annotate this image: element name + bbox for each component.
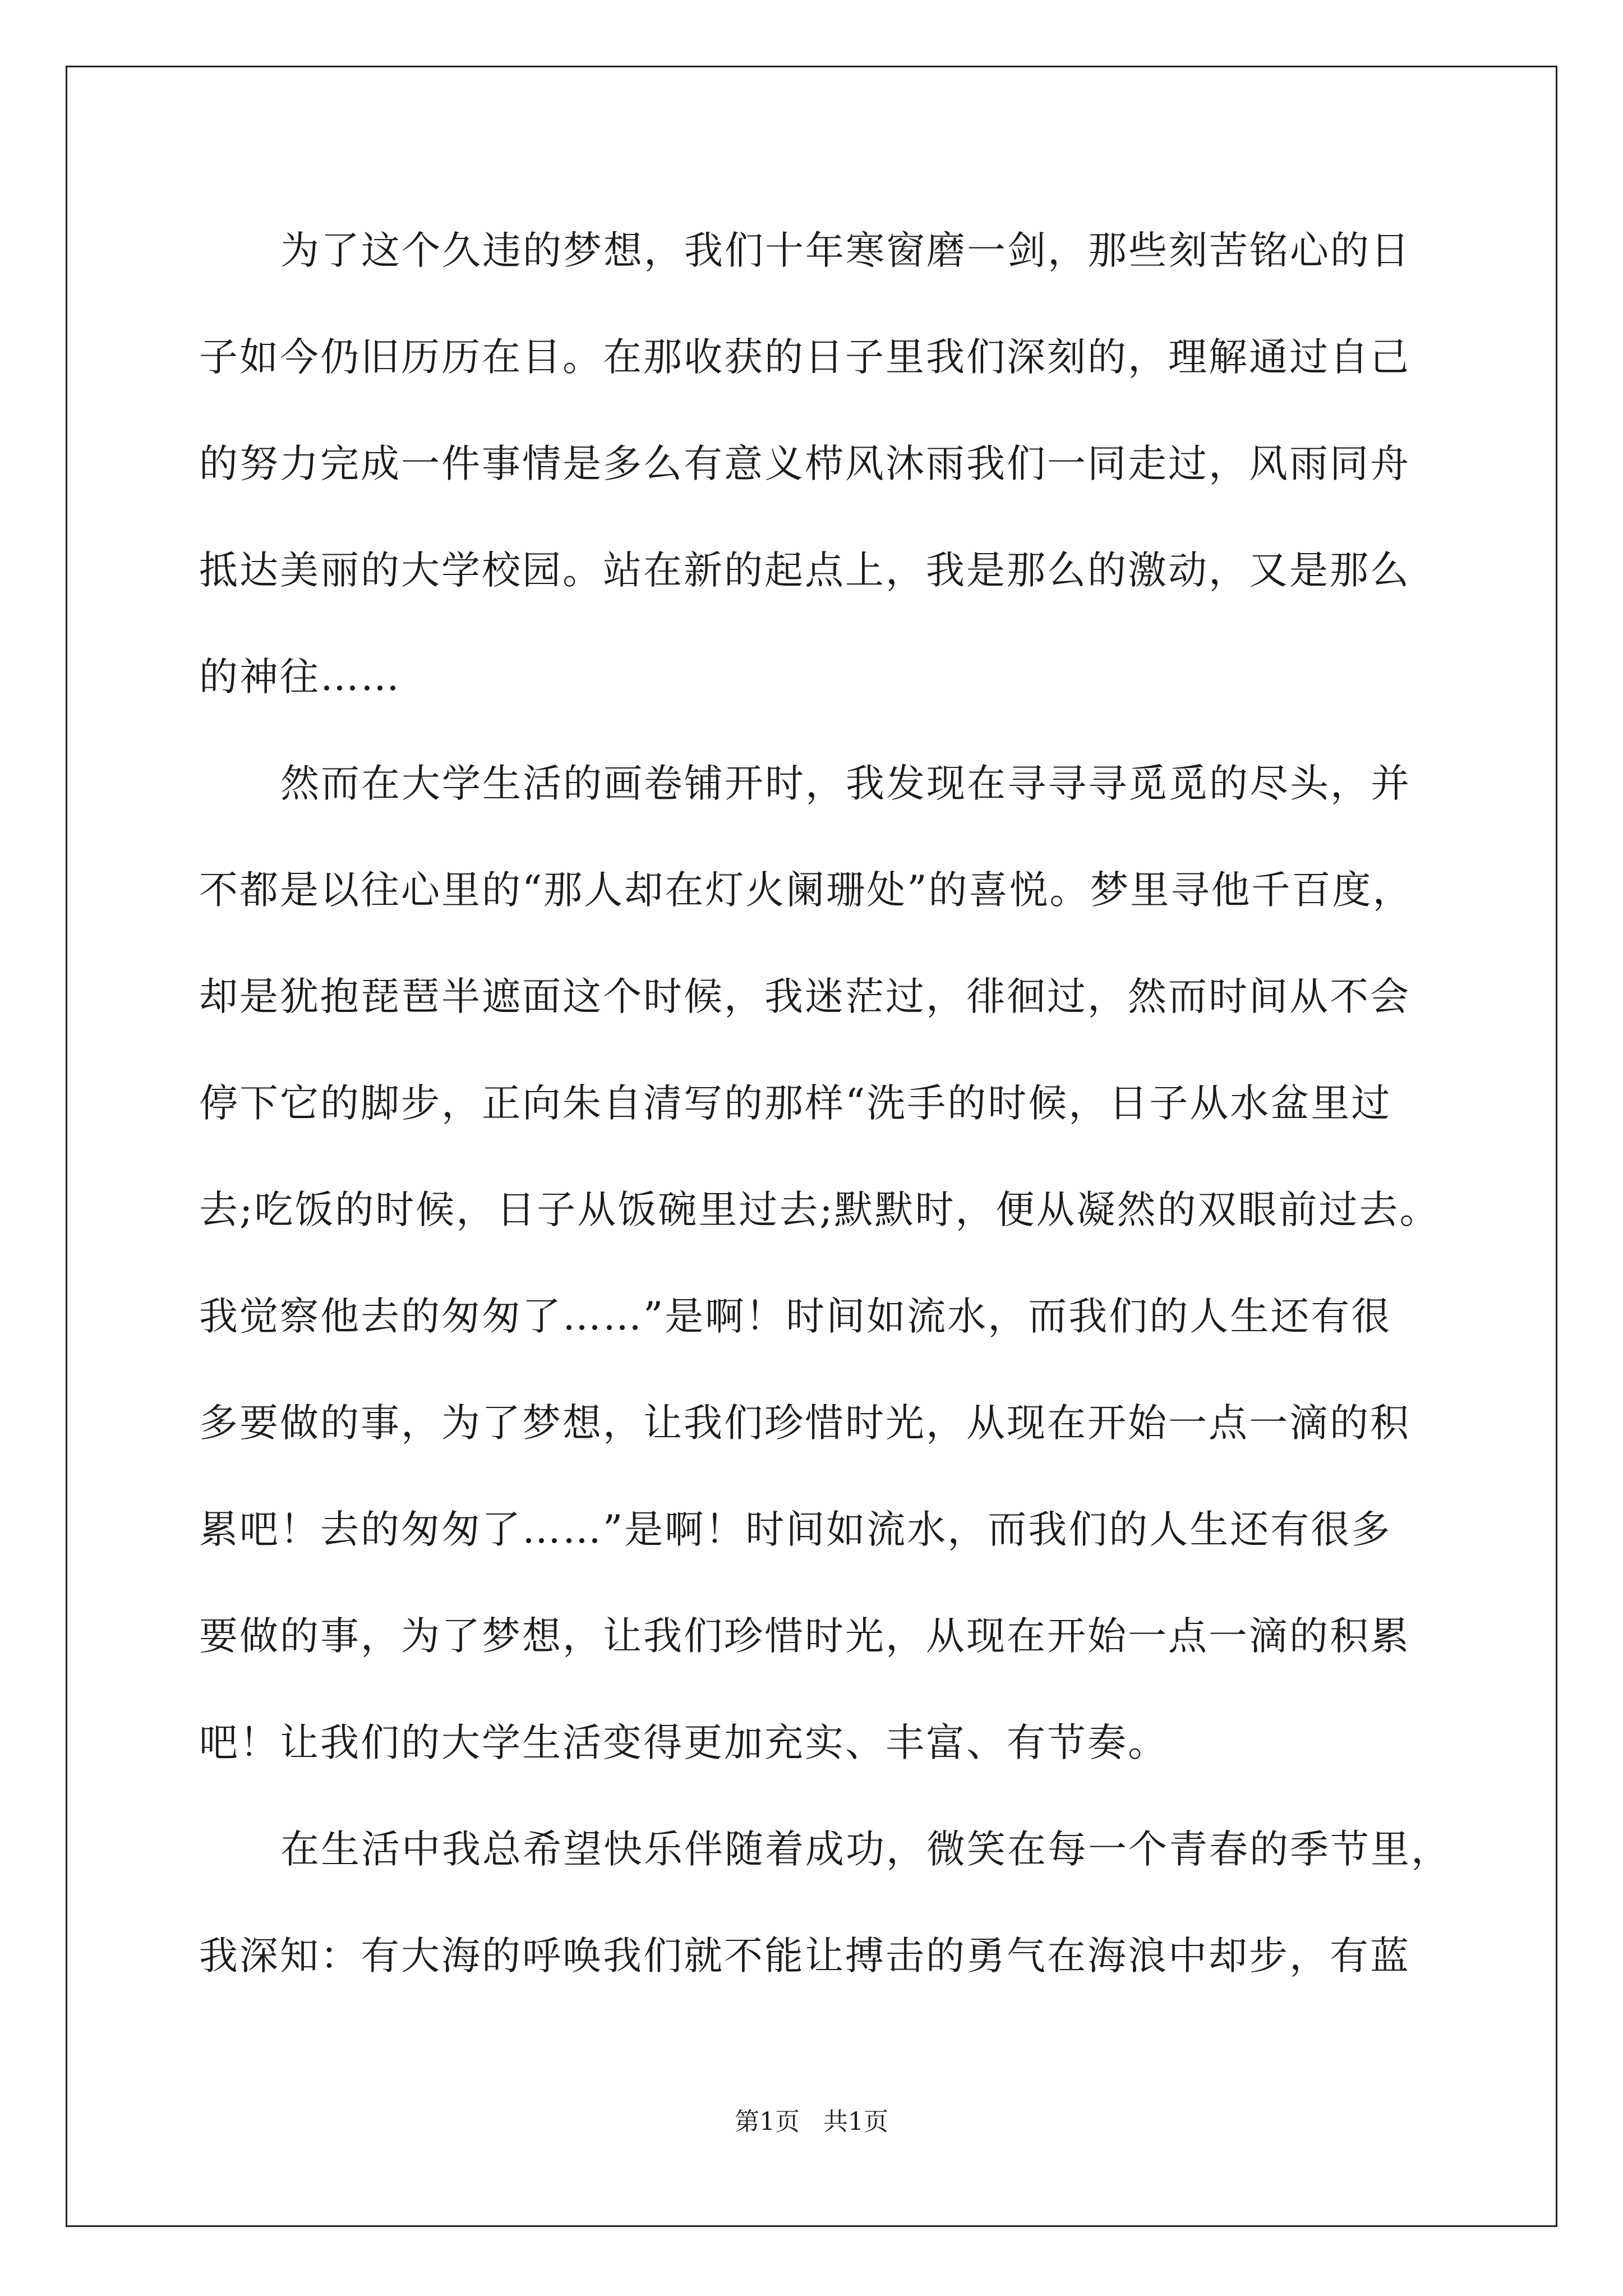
paragraph-1: [199, 214, 1433, 747]
text-line: 多要做的事，为了梦想，让我们珍惜时光，从现在开始一点一滴的积: [199, 1401, 1410, 1446]
text-line: 的努力完成一件事情是多么有意义栉风沐雨我们一同走过，风雨同舟: [199, 441, 1410, 486]
text-line: 在生活中我总希望快乐伴随着成功，微笑在每一个青春的季节里，: [280, 1827, 1451, 1872]
text-line: 为了这个久违的梦想，我们十年寒窗磨一剑，那些刻苦铭心的日: [280, 228, 1411, 273]
text-line: 不都是以往心里的“那人却在灯火阑珊处”的喜悦。梦里寻他千百度，: [199, 868, 1413, 913]
page-number-total: 共1页: [823, 2108, 888, 2136]
paragraph-2: [199, 747, 1440, 1813]
page-footer: [0, 2101, 1623, 2137]
text-line: 吧！让我们的大学生活变得更加充实、丰富、有节奏。: [199, 1720, 1168, 1765]
text-line: 我觉察他去的匆匆了……”是啊！时间如流水，而我们的人生还有很: [199, 1294, 1392, 1339]
text-line: 子如今仍旧历历在目。在那收获的日子里我们深刻的，理解通过自己: [199, 335, 1410, 380]
text-line: 去;吃饭的时候，日子从饭碗里过去;默默时，便从凝然的双眼前过去。: [199, 1188, 1440, 1232]
text-line: 却是犹抱琵琶半遮面这个时候，我迷茫过，徘徊过，然而时间从不会: [199, 974, 1410, 1019]
text-line: 停下它的脚步，正向朱自清写的那样“洗手的时候，日子从水盆里过: [199, 1081, 1392, 1126]
document-body: [199, 214, 1451, 2026]
text-line: 抵达美丽的大学校园。站在新的起点上，我是那么的激动，又是那么: [199, 548, 1410, 593]
text-line: 累吧！去的匆匆了……”是啊！时间如流水，而我们的人生还有很多: [199, 1507, 1392, 1552]
text-line: 要做的事，为了梦想，让我们珍惜时光，从现在开始一点一滴的积累: [199, 1614, 1410, 1659]
page-number-current: 第1页: [735, 2108, 800, 2136]
text-line: 然而在大学生活的画卷铺开时，我发现在寻寻寻觅觅的尽头，并: [280, 761, 1411, 806]
paragraph-3: [199, 1813, 1451, 2026]
text-line: 的神往……: [199, 655, 401, 700]
text-line: 我深知：有大海的呼唤我们就不能让搏击的勇气在海浪中却步，有蓝: [199, 1934, 1410, 1978]
